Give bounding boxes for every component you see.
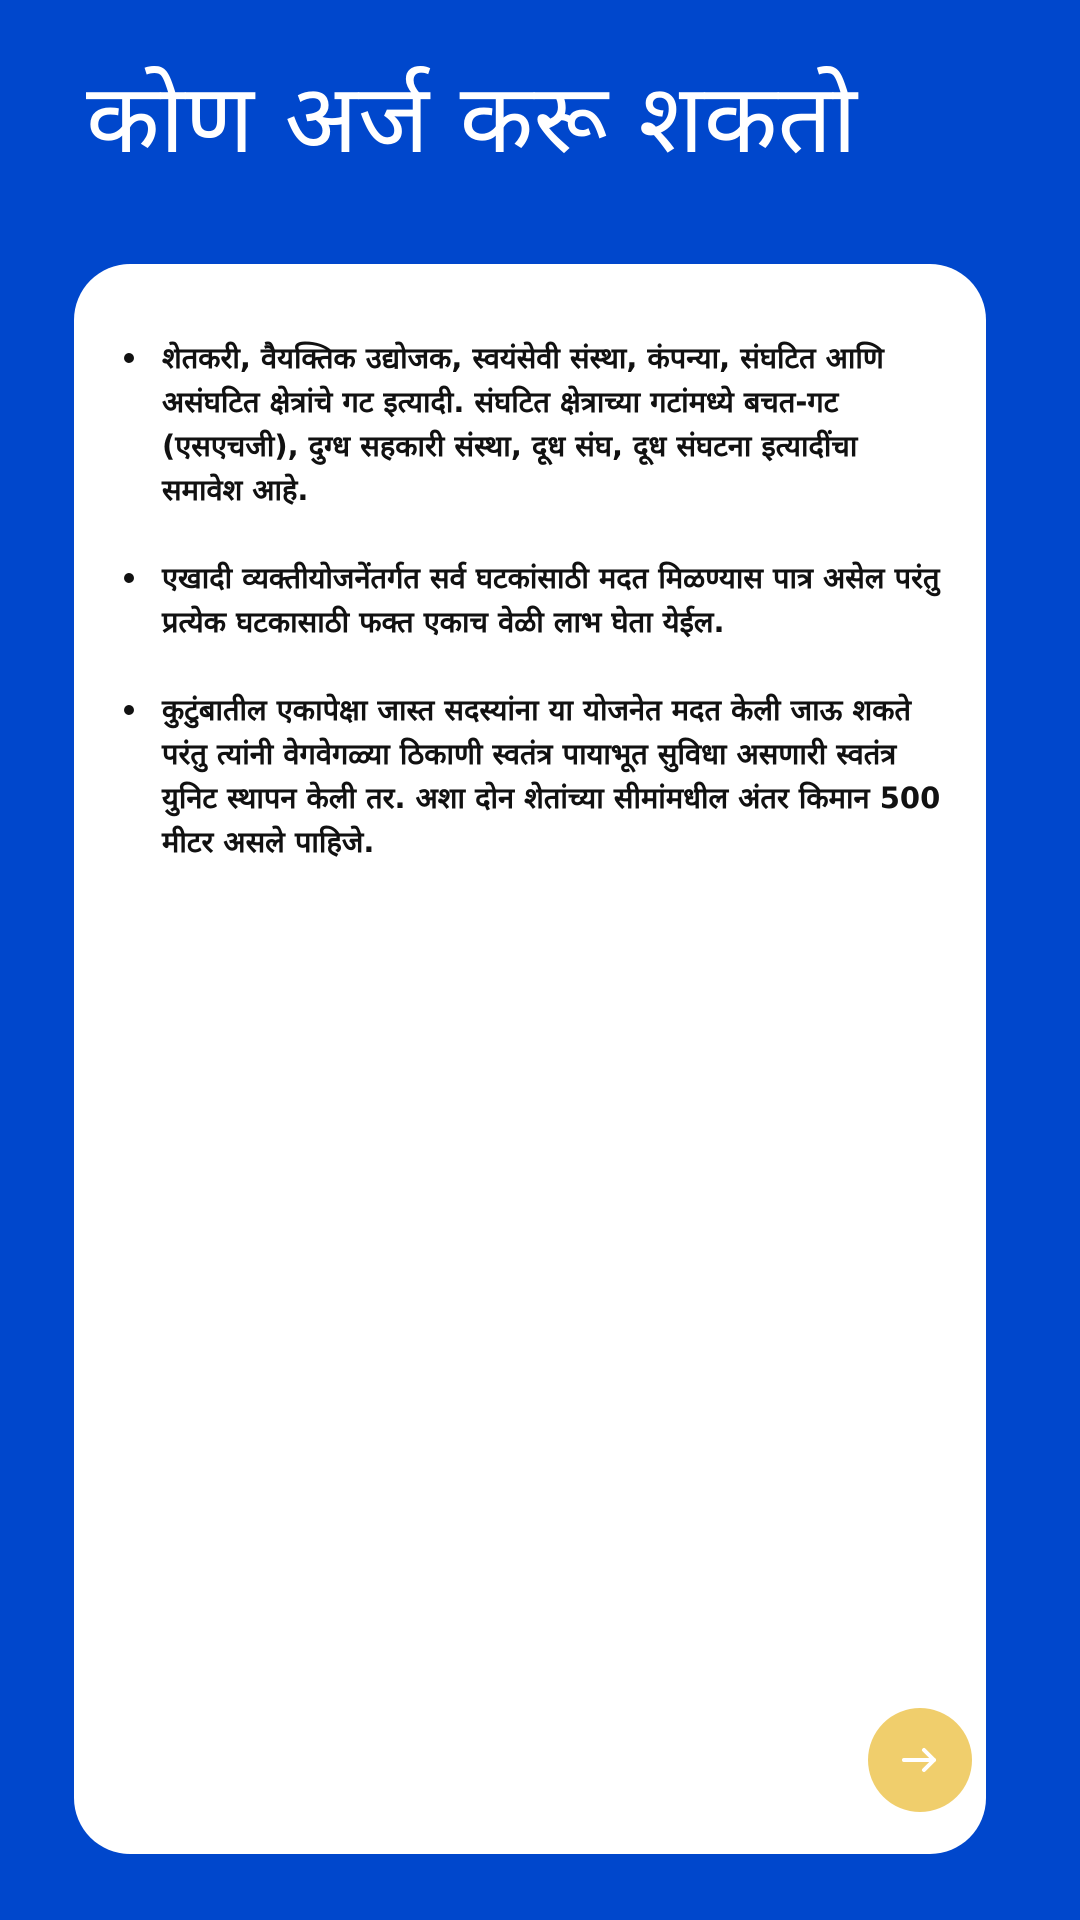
bullet-icon [124, 705, 134, 715]
next-button[interactable] [868, 1708, 972, 1812]
bullet-icon [124, 353, 134, 363]
arrow-right-icon [896, 1736, 944, 1784]
eligibility-item [162, 556, 942, 644]
eligibility-list [162, 336, 942, 908]
bullet-icon [124, 573, 134, 583]
eligibility-text: कुटुंबातील एकापेक्षा जास्त सदस्यांना या योजनेत मदत केली जाऊ शकते परंतु त्यांनी वेगवेगळ्या ठिकाणी स्वतंत्र पायाभूत सुविधा असणारी स्वतंत्र युनिट स्थापन केली तर. अशा दोन शेतांच्या सीमांमधील अंतर किमान 500 मीटर असले पाहिजे. [162, 693, 941, 859]
eligibility-text: शेतकरी, वैयक्तिक उद्योजक, स्वयंसेवी संस्था, कंपन्या, संघटित आणि असंघटित क्षेत्रांचे गट इत्यादी. संघटित क्षेत्राच्या गटांमध्ये बचत-गट (एसएचजी), दुग्ध सहकारी संस्था, दूध संघ, दूध संघटना इत्यादींचा समावेश आहे. [162, 341, 884, 507]
eligibility-card [74, 264, 986, 1854]
eligibility-text: एखादी व्यक्तीयोजनेंतर्गत सर्व घटकांसाठी मदत मिळण्यास पात्र असेल परंतु प्रत्येक घटकासाठी फक्त एकाच वेळी लाभ घेता येईल. [162, 561, 940, 639]
eligibility-item [162, 688, 942, 864]
eligibility-item [162, 336, 942, 512]
page-title: कोण अर्ज करू शकतो [86, 63, 858, 175]
